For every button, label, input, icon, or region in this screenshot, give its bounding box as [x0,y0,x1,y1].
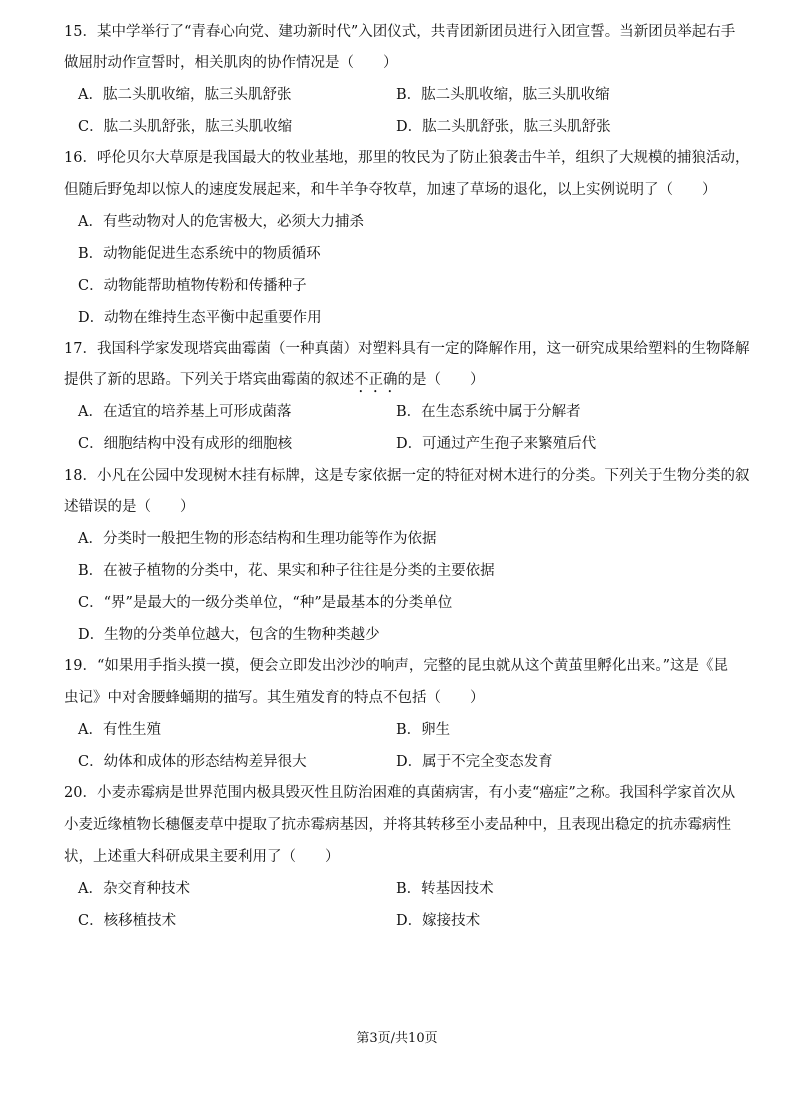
q18-stem-line1: 18．小凡在公园中发现树木挂有标牌，这是专家依据一定的特征对树木进行的分类。下列关于生物分类的叙 [64,468,750,484]
q19-stem-line1: 19．“如果用手指头摸一摸，便会立即发出沙沙的响声，完整的昆虫就从这个黄茧里孵化出来。”这是《昆 [64,658,729,674]
q15-stem-line2: 做屈肘动作宣誓时，相关肌肉的协作情况是（ ） [64,55,398,71]
q17-option-a: A．在适宜的培养基上可形成菌落 [78,404,292,420]
q16-option-a: A．有些动物对人的危害极大，必须大力捕杀 [78,214,364,230]
q18-option-d: D．生物的分类单位越大，包含的生物种类越少 [78,627,380,643]
q17-option-c: C．细胞结构中没有成形的细胞核 [78,436,293,452]
q20-option-b: B．转基因技术 [396,881,494,897]
q15-option-d: D．肱二头肌舒张，肱三头肌舒张 [396,119,611,135]
q17-stem-line2-post: 的是（ ） [397,372,485,388]
q20-stem-line3: 状，上述重大科研成果主要利用了（ ） [64,849,340,865]
q19-option-a: A．有性生殖 [78,722,161,738]
q20-option-c: C．核移植技术 [78,913,177,929]
page-number-footer: 第3页/共10页 [356,1031,438,1046]
q20-stem-line2: 小麦近缘植物长穗偃麦草中提取了抗赤霉病基因，并将其转移至小麦品种中，且表现出稳定的抗赤霉病性 [64,817,731,833]
q17-option-b: B．在生态系统中属于分解者 [396,404,581,420]
q16-option-d: D．动物在维持生态平衡中起重要作用 [78,310,322,326]
q15-stem-line1: 15．某中学举行了“青春心向党、建功新时代”入团仪式，共青团新团员进行入团宣誓。当新团员举起右手 [64,24,736,40]
q20-option-d: D．嫁接技术 [396,913,481,929]
q15-option-a: A．肱二头肌收缩，肱三头肌舒张 [78,87,292,103]
q19-option-c: C．幼体和成体的形态结构差异很大 [78,754,307,770]
q16-option-c: C．动物能帮助植物传粉和传播种子 [78,278,307,294]
q16-stem-line1: 16．呼伦贝尔大草原是我国最大的牧业基地，那里的牧民为了防止狼袭击牛羊，组织了大规模的捕狼活动， [64,150,750,166]
q18-option-b: B．在被子植物的分类中，花、果实和种子往往是分类的主要依据 [78,563,495,579]
q16-stem-line2: 但随后野兔却以惊人的速度发展起来，和牛羊争夺牧草，加速了草场的退化，以上实例说明了（ ） [64,182,717,198]
q17-option-d: D．可通过产生孢子来繁殖后代 [396,436,597,452]
q17-stem-line2 [64,370,754,396]
q18-option-a: A．分类时一般把生物的形态结构和生理功能等作为依据 [78,531,437,547]
q20-stem-line1: 20．小麦赤霉病是世界范围内极具毁灭性且防治困难的真菌病害，有小麦“癌症”之称。我国科学家首次从 [64,785,736,801]
q18-stem-line2: 述错误的是（ ） [64,499,195,515]
q16-option-b: B．动物能促进生态系统中的物质循环 [78,246,321,262]
q15-option-b: B．肱二头肌收缩，肱三头肌收缩 [396,87,610,103]
q17-stem-line2-pre: 提供了新的思路。下列关于塔宾曲霉菌的叙述 [64,372,354,388]
q19-option-b: B．卵生 [396,722,451,738]
q17-stem-line1: 17．我国科学家发现塔宾曲霉菌（一种真菌）对塑料具有一定的降解作用，这一研究成果给塑料的生物降解 [64,341,750,357]
q19-option-d: D．属于不完全变态发育 [396,754,553,770]
q19-stem-line2: 虫记》中对舍腰蜂蛹期的描写。其生殖发育的特点不包括（ ） [64,690,485,706]
q15-option-c: C．肱二头肌舒张，肱三头肌收缩 [78,119,293,135]
q18-option-c: C．“界”是最大的一级分类单位，“种”是最基本的分类单位 [78,595,453,611]
q17-emphasis-not-correct: 不正确 [354,372,398,388]
q20-option-a: A．杂交育种技术 [78,881,190,897]
